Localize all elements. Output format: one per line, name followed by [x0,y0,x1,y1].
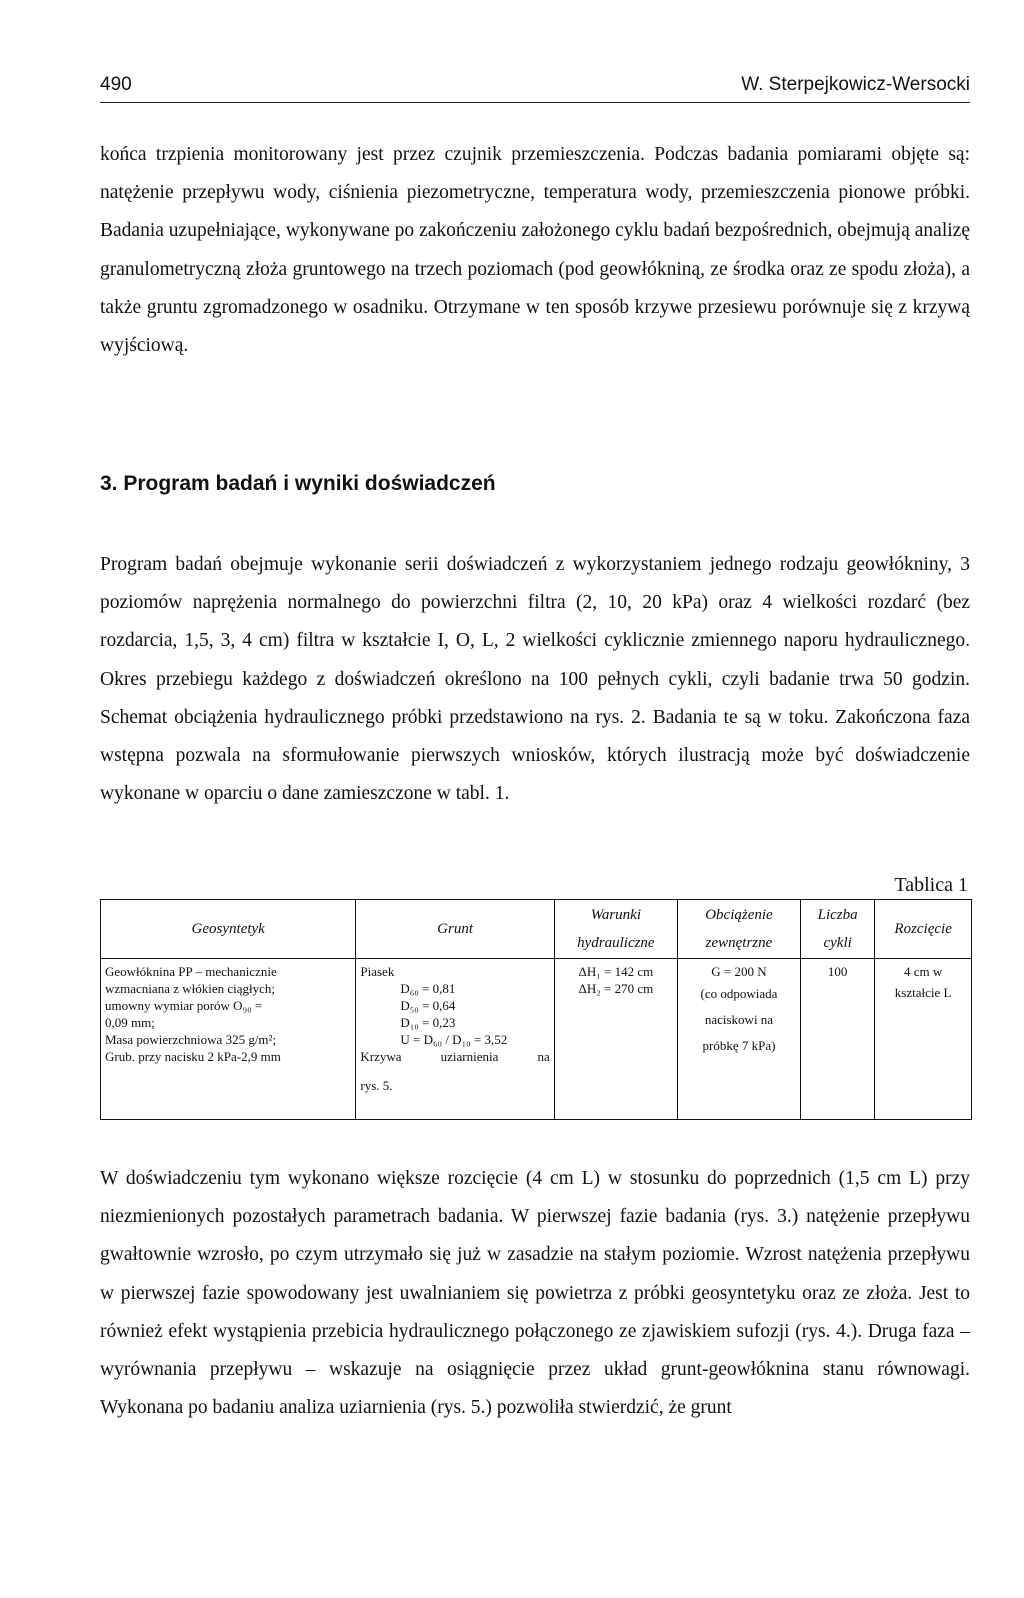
cell-rozciecie [875,959,972,1120]
grunt-curve-end: rys. 5. [360,1078,393,1093]
geosyntetyk-line: Grub. przy nacisku 2 kPa-2,9 mm [105,1049,281,1064]
header-geosyntetyk: Geosyntetyk [101,900,356,959]
rozciecie-line: 4 cm w [904,964,943,979]
cell-grunt [356,959,554,1120]
header-warunki-line2: hydrauliczne [577,935,655,951]
header-obciazenie [677,900,800,959]
geosyntetyk-line: wzmacniana z włókien ciągłych; [105,981,276,996]
table-header-row [101,900,972,959]
cell-obciazenie [677,959,800,1120]
table-row [101,959,972,1120]
header-warunki-line1: Warunki [590,907,641,923]
paragraph-3: W doświadczeniu tym wykonano większe rozcięcie (4 cm L) w stosunku do poprzednich (1,5 cm L) przy niezmienionych pozostałych parametrach badania. W pierwszej fazie badania (rys. 3.) natężenie przepływu gwałtownie wzrosło, po czym utrzymało się już w zasadzie na stałym poziomie. Wzrost natężenia przepływu w pierwszej fazie spowodowany jest uwalnianiem się powietrza z próbki geosyntetyku oraz ze złoża. Jest to również efekt wystąpienia przebicia hydraulicznego połączonego ze zjawiskiem sufozji (rys. 4.). Druga faza – wyrównania przepływu – wskazuje na osiągnięcie przez układ grunt-geowłóknina stanu równowagi. Wykonana po badaniu analiza uziarnienia (rys. 5.) pozwoliła stwierdzić, że grunt [100,1168,970,1419]
header-warunki [554,900,677,959]
cell-geosyntetyk [101,959,356,1120]
cell-warunki [554,959,677,1120]
table-1 [100,899,972,1120]
header-liczba-line1: Liczba [817,907,858,923]
header-obciazenie-line2: zewnętrzne [705,935,773,951]
page-number: 490 [100,74,132,95]
grunt-curve-word: na [537,1049,550,1064]
header-rozciecie: Rozcięcie [875,900,972,959]
grunt-value: D₁₀ = 0,23 [400,1015,456,1030]
obciazenie-line: (co odpowiada [700,986,778,1001]
grunt-curve-line [360,1048,549,1065]
cell-liczba: 100 [801,959,875,1120]
section-heading: 3. Program badań i wyniki doświadczeń [100,472,496,495]
running-author: W. Sterpejkowicz-Wersocki [741,74,970,95]
grunt-value: D₆₀ = 0,81 [400,981,456,996]
grunt-curve-word: Krzywa [360,1049,402,1064]
header-liczba-line2: cykli [823,935,852,951]
obciazenie-line: G = 200 N [711,964,767,979]
obciazenie-line: próbkę 7 kPa) [702,1038,776,1053]
geosyntetyk-line: 0,09 mm; [105,1015,155,1030]
header-obciazenie-line1: Obciążenie [705,907,773,923]
paragraph-1: końca trzpienia monitorowany jest przez czujnik przemieszczenia. Podczas badania pomiarami objęte są: natężenie przepływu wody, ciśnienia piezometryczne, temperatura wody, przemieszczenia pionowe próbki. Badania uzupełniające, wykonywane po zakończeniu założonego cyklu badań bezpośrednich, obejmują analizę granulometryczną złoża gruntowego na trzech poziomach (pod geowłókniną, ze środka oraz ze spodu złoża), a także gruntu zgromadzonego w osadniku. Otrzymane w ten sposób krzywe przesiewu porównuje się z krzywą wyjściową. [100,144,970,357]
paragraph-2: Program badań obejmuje wykonanie serii doświadczeń z wykorzystaniem jednego rodzaju geowłókniny, 3 poziomów naprężenia normalnego do powierzchni filtra (2, 10, 20 kPa) oraz 4 wielkości rozdarć (bez rozdarcia, 1,5, 3, 4 cm) filtra w kształcie I, O, L, 2 wielkości cyklicznie zmiennego naporu hydraulicznego. Okres przebiegu każdego z doświadczeń określono na 100 pełnych cykli, czyli badanie trwa 50 godzin. Schemat obciążenia hydraulicznego próbki przedstawiono na rys. 2. Badania te są w toku. Zakończona faza wstępna pozwala na sformułowanie pierwszych wniosków, których ilustracją może być doświadczenie wykonane w oparciu o dane zamieszczone w tabl. 1. [100,554,970,805]
geosyntetyk-line: Geowłóknina PP – mechanicznie [105,964,277,979]
obciazenie-line: naciskowi na [704,1012,774,1027]
table-caption: Tablica 1 [894,874,968,896]
rozciecie-line: kształcie L [894,985,952,1000]
warunki-line: ΔH₂ = 270 cm [578,981,654,996]
header-grunt: Grunt [356,900,554,959]
geosyntetyk-line: Masa powierzchniowa 325 g/m²; [105,1032,277,1047]
grunt-value: U = D₆₀ / D₁₀ = 3,52 [400,1032,508,1047]
warunki-line: ΔH₁ = 142 cm [578,964,654,979]
grunt-curve-word: uziarnienia [440,1049,499,1064]
header-liczba [801,900,875,959]
grunt-title: Piasek [360,964,395,979]
running-header [100,72,970,103]
geosyntetyk-line: umowny wymiar porów O₉₀ = [105,998,263,1013]
grunt-value: D₅₀ = 0,64 [400,998,456,1013]
